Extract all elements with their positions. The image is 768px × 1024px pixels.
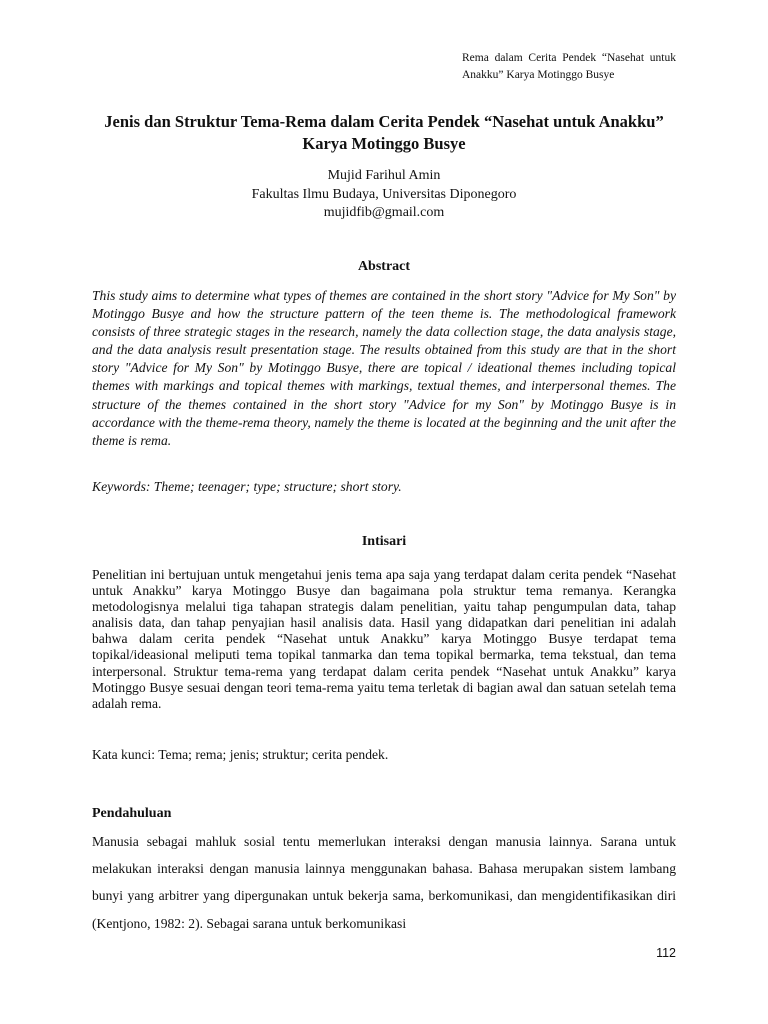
intisari-heading: Intisari bbox=[361, 534, 407, 549]
abstract-heading: Abstract bbox=[357, 259, 411, 274]
author-affiliation: Fakultas Ilmu Budaya, Universitas Diponegoro bbox=[251, 186, 517, 202]
abstract-body: This study aims to determine what types of themes are contained in the short story "Advice for My Son" by Motinggo Busye and how the structure pattern of the teen theme is. The methodological framework consists of three strategic stages in the research, namely the data collection stage, the data analysis stage, and the data analysis result presentation stage. The results obtained from this study are that in the short story "Advice for My Son" by Motinggo Busye, there are topical / ideational themes including topical themes with markings and topical themes with markings, textual themes, and interpersonal themes. The structure of the themes contained in the short story "Advice for my Son" by Motinggo Busye is in accordance with the theme-rema theory, namely the theme is located at the beginning and the unit after the theme is rema. bbox=[92, 288, 676, 448]
author-block bbox=[92, 167, 676, 223]
abstract-keywords: Keywords: Theme; teenager; type; structure; short story. bbox=[92, 479, 402, 494]
paper-title: Jenis dan Struktur Tema-Rema dalam Cerita Pendek “Nasehat untuk Anakku” Karya Motinggo Busye bbox=[104, 112, 664, 153]
intisari-keywords: Kata kunci: Tema; rema; jenis; struktur; cerita pendek. bbox=[92, 747, 389, 762]
running-head: Rema dalam Cerita Pendek “Nasehat untuk Anakku” Karya Motinggo Busye bbox=[462, 52, 676, 81]
introduction-body: Manusia sebagai mahluk sosial tentu memerlukan interaksi dengan manusia lainnya. Sarana untuk melakukan interaksi dengan manusia lainnya menggunakan bahasa. Bahasa merupakan sistem lambang bunyi yang arbitrer yang dipergunakan untuk bekerja sama, berkomunikasi, dan mengidentifikasikan diri (Kentjono, 1982: 2). Sebagai sarana untuk berkomunikasi bbox=[92, 834, 676, 931]
intisari-body: Penelitian ini bertujuan untuk mengetahui jenis tema apa saja yang terdapat dalam cerita pendek “Nasehat untuk Anakku” karya Motinggo Busye dan bagaimana pola struktur tema remanya. Kerangka metodologisnya melalui tiga tahapan strategis dalam penelitian, yaitu tahap pengumpulan data, tahap analisis data, dan tahap penyajian hasil analisis data. Hasil yang didapatkan dari penelitian ini adalah bahwa dalam cerita pendek “Nasehat untuk Anakku” karya Motinggo Busye terdapat tema topikal/ideasional meliputi tema topikal tanmarka dan tema topikal bermarka, tema tekstual, dan tema interpersonal. Struktur tema-rema yang terdapat dalam cerita pendek “Nasehat untuk Anakku” karya Motinggo Busye sesuai dengan teori tema-rema yaitu tema terletak di bagian awal dan satuan setelah tema adalah rema. bbox=[92, 567, 676, 711]
author-name: Mujid Farihul Amin bbox=[327, 168, 441, 183]
author-email: mujidfib@gmail.com bbox=[323, 205, 445, 220]
introduction-heading: Pendahuluan bbox=[92, 806, 172, 821]
page-number: 112 bbox=[656, 946, 676, 960]
